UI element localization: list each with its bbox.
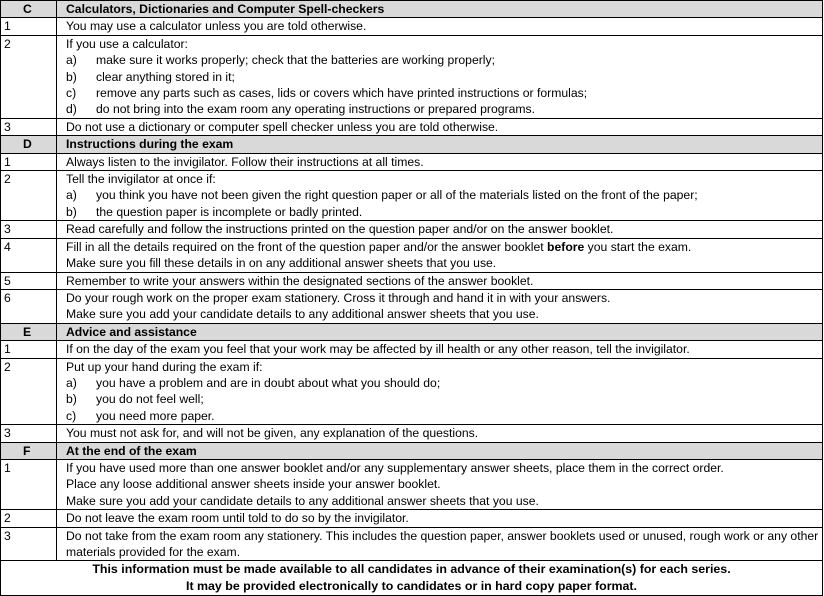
item-text: you need more paper.	[96, 408, 215, 423]
section-title: Advice and assistance	[57, 323, 823, 340]
table-row	[1, 358, 823, 425]
row-number: 2	[1, 510, 57, 527]
row-content	[57, 358, 823, 425]
row-number: 3	[1, 527, 57, 561]
item-label: b)	[66, 392, 77, 407]
row-text: You must not ask for, and will not be given, any explanation of the questions.	[57, 425, 823, 442]
list-item	[66, 408, 822, 424]
row-text: If on the day of the exam you feel that your work may be affected by ill health or any other reason, tell the invigilator.	[57, 341, 823, 358]
section-header-f	[1, 442, 823, 459]
row-text: Do not leave the exam room until told to do so by the invigilator.	[57, 510, 823, 527]
table-row	[1, 272, 823, 289]
row-text: Tell the invigilator at once if:	[66, 172, 216, 187]
row-number: 3	[1, 425, 57, 442]
row-number: 4	[1, 238, 57, 272]
list-item	[66, 101, 822, 117]
row-text: Read carefully and follow the instructions printed on the question paper and/or on the answer booklet.	[57, 221, 823, 238]
table-row	[1, 171, 823, 221]
table-row	[1, 425, 823, 442]
row-number: 2	[1, 171, 57, 221]
row-text: If you use a calculator:	[66, 36, 188, 51]
row-text: Always listen to the invigilator. Follow their instructions at all times.	[57, 153, 823, 170]
section-title: Instructions during the exam	[57, 136, 823, 153]
section-header-e	[1, 323, 823, 340]
footer-line-1: This information must be made available to all candidates in advance of their examination(s) for each series.	[92, 562, 731, 577]
row-extra-text: Place any loose additional answer sheets inside your answer booklet.	[66, 477, 441, 492]
row-number: 6	[1, 289, 57, 323]
section-title: At the end of the exam	[57, 442, 823, 459]
table-row	[1, 153, 823, 170]
section-letter: E	[1, 323, 57, 340]
footer-notice	[0, 561, 823, 596]
list-item	[66, 391, 822, 407]
row-text: Do your rough work on the proper exam stationery. Cross it through and hand it in with your answers.	[66, 290, 611, 305]
row-extra-text: Make sure you add your candidate details to any additional answer sheets that you use.	[66, 493, 539, 508]
list-item	[66, 375, 822, 391]
section-letter: F	[1, 442, 57, 459]
item-label: a)	[66, 188, 77, 203]
table-row	[1, 35, 823, 118]
table-row	[1, 510, 823, 527]
row-extra-text: Make sure you fill these details in on any additional answer sheets that you use.	[66, 256, 497, 271]
row-text	[66, 239, 822, 255]
item-text: do not bring into the exam room any operating instructions or prepared programs.	[96, 102, 535, 117]
row-content	[57, 171, 823, 221]
section-title: Calculators, Dictionaries and Computer Spell-checkers	[57, 1, 823, 18]
row-text: You may use a calculator unless you are told otherwise.	[57, 18, 823, 35]
table-row	[1, 341, 823, 358]
item-text: remove any parts such as cases, lids or covers which have printed instructions or formulas;	[96, 86, 588, 101]
row-text: Remember to write your answers within the designated sections of the answer booklet.	[57, 272, 823, 289]
table-row	[1, 118, 823, 135]
list-item	[66, 187, 822, 203]
item-label: a)	[66, 375, 77, 390]
item-label: b)	[66, 69, 77, 84]
row-text: Put up your hand during the exam if:	[66, 359, 263, 374]
footer-line-2: It may be provided electronically to candidates or in hard copy paper format.	[186, 579, 637, 594]
item-text: you think you have not been given the right question paper or all of the materials listed on the front of the paper;	[96, 188, 698, 203]
text-before: Fill in all the details required on the front of the question paper and/or the answer booklet	[66, 239, 548, 254]
item-text: make sure it works properly; check that the batteries are working properly;	[96, 53, 495, 68]
row-extra-text: Make sure you add your candidate details to any additional answer sheets that you use.	[66, 307, 539, 322]
item-label: c)	[66, 408, 77, 423]
row-number: 1	[1, 341, 57, 358]
table-row	[1, 459, 823, 509]
row-number: 2	[1, 358, 57, 425]
emphasis-text: before	[547, 239, 585, 254]
item-label: c)	[66, 86, 77, 101]
section-header-c	[1, 1, 823, 18]
list-item	[66, 204, 822, 220]
list-item	[66, 85, 822, 101]
table-row	[1, 221, 823, 238]
list-item	[66, 69, 822, 85]
item-label: d)	[66, 102, 77, 117]
section-letter: C	[1, 1, 57, 18]
item-text: clear anything stored in it;	[96, 69, 235, 84]
row-text: Do not take from the exam room any stationery. This includes the question paper, answer booklets used or unused, rough work or any other materials provided for the exam.	[57, 527, 823, 561]
list-item	[66, 52, 822, 68]
item-text: you do not feel well;	[96, 392, 204, 407]
table-row	[1, 289, 823, 323]
row-text: If you have used more than one answer booklet and/or any supplementary answer sheets, place them in the correct order.	[66, 460, 724, 475]
item-label: b)	[66, 204, 77, 219]
table-row	[1, 18, 823, 35]
row-content	[57, 238, 823, 272]
item-label: a)	[66, 53, 77, 68]
row-number: 3	[1, 118, 57, 135]
section-letter: D	[1, 136, 57, 153]
section-header-d	[1, 136, 823, 153]
row-number: 1	[1, 459, 57, 509]
row-number: 3	[1, 221, 57, 238]
row-content	[57, 35, 823, 118]
row-content	[57, 289, 823, 323]
text-after: you start the exam.	[584, 239, 692, 254]
row-number: 1	[1, 153, 57, 170]
row-number: 1	[1, 18, 57, 35]
row-text: Do not use a dictionary or computer spell checker unless you are told otherwise.	[57, 118, 823, 135]
row-number: 2	[1, 35, 57, 118]
table-row	[1, 238, 823, 272]
row-number: 5	[1, 272, 57, 289]
row-content	[57, 459, 823, 509]
item-text: the question paper is incomplete or badly printed.	[96, 204, 363, 219]
table-row	[1, 527, 823, 561]
item-text: you have a problem and are in doubt about what you should do;	[96, 375, 441, 390]
